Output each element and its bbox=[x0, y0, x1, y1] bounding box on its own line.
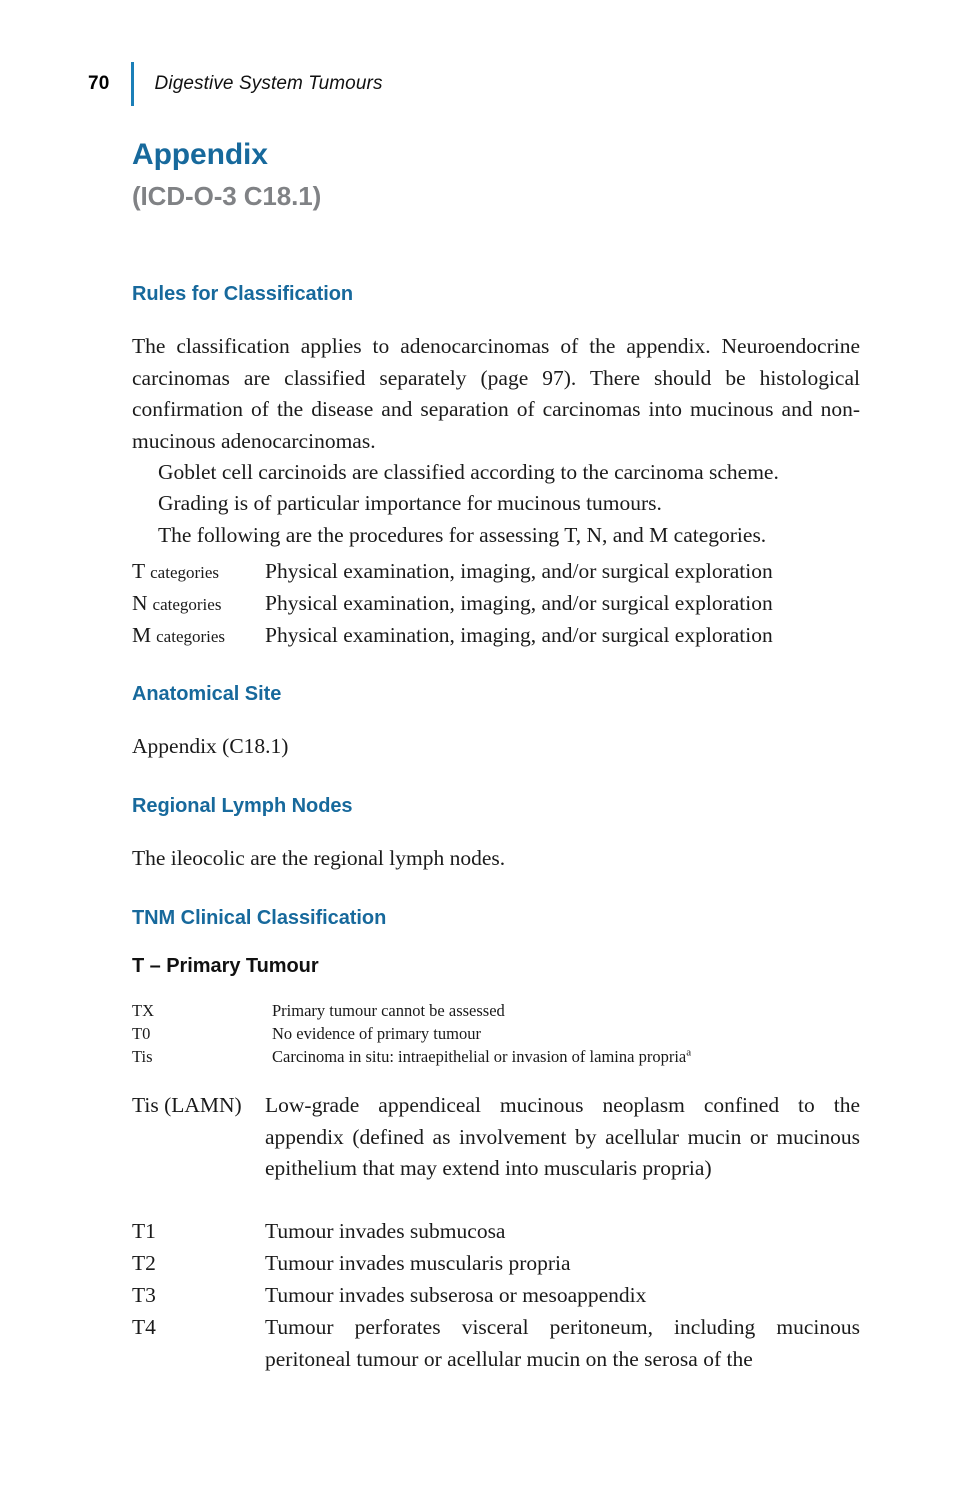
running-header bbox=[88, 62, 383, 106]
t-category-label-tx: TX bbox=[132, 1001, 154, 1020]
page-number: 70 bbox=[88, 72, 110, 94]
t-category-description-t0: No evidence of primary tumour bbox=[272, 1024, 481, 1043]
procedure-text-m: Physical examination, imaging, and/or surgical exploration bbox=[265, 623, 773, 647]
procedure-label-m bbox=[132, 620, 265, 653]
chapter-icd-code: (ICD-O-3 C18.1) bbox=[132, 181, 322, 211]
procedure-word-n: categories bbox=[152, 595, 222, 614]
t-category-label-t0: T0 bbox=[132, 1024, 151, 1043]
procedure-text-t: Physical examination, imaging, and/or surgical exploration bbox=[265, 559, 773, 583]
t-category-description-t4: Tumour perforates visceral peritoneum, including mucinous peritoneal tumour or acellular mucin on the serosa of the bbox=[265, 1315, 860, 1371]
procedure-letter-t: T bbox=[132, 559, 146, 583]
procedure-row-t bbox=[132, 556, 860, 589]
t-category-description-tis-text: Carcinoma in situ: intraepithelial or invasion of lamina propria bbox=[272, 1047, 687, 1066]
regional-lymph-nodes-text: The ileocolic are the regional lymph nodes. bbox=[132, 846, 506, 870]
t-category-label-tis-lamn: Tis (LAMN) bbox=[132, 1093, 242, 1117]
anatomical-site-text: Appendix (C18.1) bbox=[132, 734, 289, 758]
t-category-row-t1 bbox=[132, 1216, 860, 1248]
t-category-row-t3 bbox=[132, 1280, 860, 1312]
footnote-marker-a: a bbox=[686, 1046, 692, 1059]
t-category-description-t3: Tumour invades subserosa or mesoappendix bbox=[265, 1283, 647, 1307]
procedure-letter-m: M bbox=[132, 623, 152, 647]
t-category-description-tis bbox=[272, 1046, 860, 1069]
procedure-letter-n: N bbox=[132, 591, 148, 615]
t-category-label-t1: T1 bbox=[132, 1219, 156, 1243]
t-category-row-t2 bbox=[132, 1248, 860, 1280]
procedure-word-m: categories bbox=[156, 627, 226, 646]
t-category-row-t0 bbox=[132, 1023, 860, 1046]
procedure-word-t: categories bbox=[150, 563, 220, 582]
procedure-row-m bbox=[132, 620, 860, 653]
header-divider-rule bbox=[131, 62, 134, 106]
section-heading-rules-for-classification: Rules for Classification bbox=[132, 283, 354, 305]
running-title: Digestive System Tumours bbox=[154, 72, 383, 94]
rules-line-goblet: Goblet cell carcinoids are classified according to the carcinoma scheme. bbox=[158, 460, 779, 484]
t-category-label-t4: T4 bbox=[132, 1315, 156, 1339]
t-category-row-tis bbox=[132, 1046, 860, 1069]
section-heading-tnm-clinical-classification: TNM Clinical Classification bbox=[132, 907, 387, 929]
t-category-description-t1: Tumour invades submucosa bbox=[265, 1219, 506, 1243]
t-category-description-tx: Primary tumour cannot be assessed bbox=[272, 1001, 505, 1020]
chapter-title: Appendix bbox=[132, 138, 268, 171]
rules-paragraph: The classification applies to adenocarcinomas of the appendix. Neuroendocrine carcinomas are classified separately (page 97). There should be histological confirmation of the disease and separation of carcinomas into mucinous and non-mucinous adenocarcinomas. bbox=[132, 334, 860, 453]
t-category-label-tis: Tis bbox=[132, 1047, 153, 1066]
procedure-row-n bbox=[132, 588, 860, 621]
rules-line-procedures: The following are the procedures for assessing T, N, and M categories. bbox=[158, 523, 767, 547]
t-category-label-t3: T3 bbox=[132, 1283, 156, 1307]
t-category-row-t4 bbox=[132, 1312, 860, 1375]
subheading-t-primary-tumour: T – Primary Tumour bbox=[132, 955, 319, 977]
procedure-text-n: Physical examination, imaging, and/or surgical exploration bbox=[265, 591, 773, 615]
t-category-description-t2: Tumour invades muscularis propria bbox=[265, 1251, 571, 1275]
section-heading-regional-lymph-nodes: Regional Lymph Nodes bbox=[132, 795, 353, 817]
procedure-label-n bbox=[132, 588, 265, 621]
t-category-label-t2: T2 bbox=[132, 1251, 156, 1275]
section-heading-anatomical-site: Anatomical Site bbox=[132, 683, 282, 705]
t-category-description-tis-lamn: Low-grade appendiceal mucinous neoplasm confined to the appendix (defined as involvement by acellular mucin or mucinous epithelium that may extend into muscularis propria) bbox=[265, 1093, 860, 1180]
rules-line-grading: Grading is of particular importance for mucinous tumours. bbox=[158, 491, 662, 515]
procedure-label-t bbox=[132, 556, 265, 589]
t-category-row-tx bbox=[132, 1000, 860, 1023]
t-category-row-tis-lamn bbox=[132, 1090, 860, 1185]
